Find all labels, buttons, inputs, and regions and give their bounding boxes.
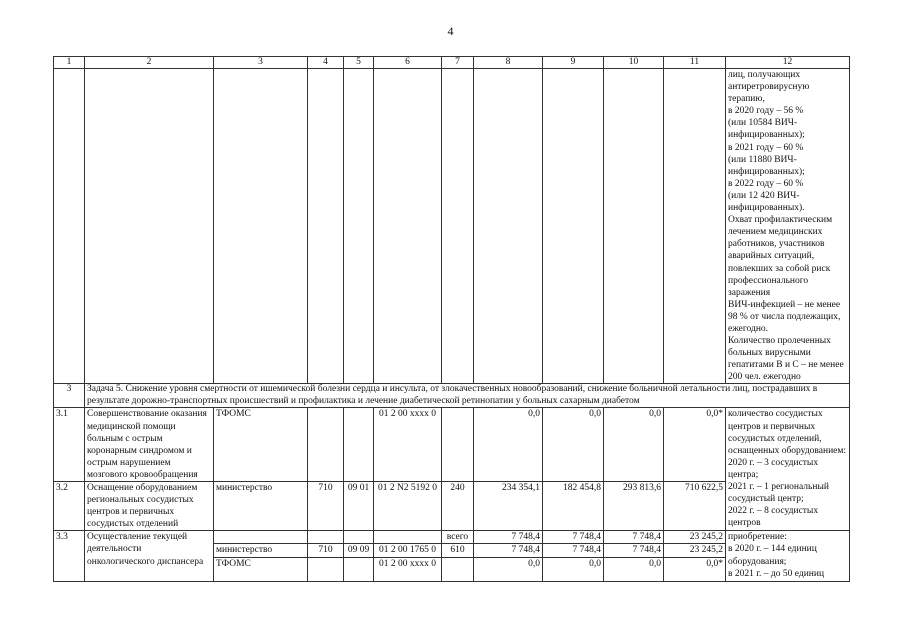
cell-rzpr: 09 09 — [344, 544, 374, 557]
cell-csr: 01 2 N2 5192 0 — [374, 482, 442, 531]
table-row-3-1 — [54, 408, 850, 482]
cell-2020: 0,0 — [474, 557, 543, 581]
cell-rzpr — [344, 531, 374, 544]
cell-vr: всего — [442, 531, 474, 544]
header-cell: 3 — [214, 57, 308, 69]
cell-rzpr: 09 01 — [344, 482, 374, 531]
cell-vr: 610 — [442, 544, 474, 557]
measure-name: Осуществление текущей деятельности онкологического диспансера — [85, 531, 214, 581]
cell-grbs: 710 — [308, 544, 344, 557]
row-number: 3.1 — [54, 408, 85, 482]
cell-2022: 7 748,4 — [604, 544, 664, 557]
cell-2020: 234 354,1 — [474, 482, 543, 531]
header-cell: 8 — [474, 57, 543, 69]
header-cell: 2 — [85, 57, 214, 69]
table-row-3-3 — [54, 531, 850, 544]
executor: министерство — [214, 482, 308, 531]
result-text: количество сосудистых центров и первичных сосудистых отделений, оснащенных оборудованием: 2020 г. – 3 сосудистых центра; 2021 г. – 1 региональный сосудистый центр; 2022 г. – 8 сосудистых центров — [726, 408, 850, 531]
cell-vr — [442, 557, 474, 581]
row-number: 3.2 — [54, 482, 85, 531]
cell-csr: 01 2 00 xxxx 0 — [374, 408, 442, 482]
cell-2022: 7 748,4 — [604, 531, 664, 544]
program-table — [53, 56, 850, 582]
cell-2020: 0,0 — [474, 408, 543, 482]
executor — [214, 531, 308, 544]
task-row — [54, 384, 850, 408]
executor: министерство — [214, 544, 308, 557]
continuation-row — [54, 69, 850, 384]
cell-grbs — [308, 408, 344, 482]
cell-2021: 0,0 — [543, 408, 604, 482]
executor: ТФОМС — [214, 557, 308, 581]
row-number: 3.3 — [54, 531, 85, 581]
cell-total: 23 245,2 — [664, 544, 726, 557]
header-cell: 9 — [543, 57, 604, 69]
cell-csr: 01 2 00 xxxx 0 — [374, 557, 442, 581]
header-cell: 11 — [664, 57, 726, 69]
header-row — [54, 57, 850, 69]
executor: ТФОМС — [214, 408, 308, 482]
cell-2021: 0,0 — [543, 557, 604, 581]
cell-2021: 7 748,4 — [543, 531, 604, 544]
cell-grbs: 710 — [308, 482, 344, 531]
cell-grbs — [308, 557, 344, 581]
cell-2020: 7 748,4 — [474, 544, 543, 557]
cell-2021: 182 454,8 — [543, 482, 604, 531]
header-cell: 5 — [344, 57, 374, 69]
cell-total: 0,0* — [664, 557, 726, 581]
header-cell: 7 — [442, 57, 474, 69]
header-cell: 10 — [604, 57, 664, 69]
result-text: приобретение: в 2020 г. – 144 единиц оборудования; в 2021 г. – до 50 единиц — [726, 531, 850, 581]
cell-2020: 7 748,4 — [474, 531, 543, 544]
cell-2022: 0,0 — [604, 557, 664, 581]
measure-name: Оснащение оборудованием региональных сосудистых центров и первичных сосудистых отделений — [85, 482, 214, 531]
measure-name: Совершенствование оказания медицинской помощи больным с острым коронарным синдромом и острым нарушением мозгового кровообращения — [85, 408, 214, 482]
cell-2022: 0,0 — [604, 408, 664, 482]
continuation-text: лиц, получающих антиретровирусную терапию, в 2020 году – 56 % (или 10584 ВИЧ- инфицированных); в 2021 году – 60 % (или 11880 ВИЧ- инфицированных); в 2022 году – 60 % (или 12 420 ВИЧ- инфицированных). Охват профилактическим лечением медицинских работников, участников аварийных ситуаций, повлекших за собой риск профессионального заражения ВИЧ-инфекцией – не менее 98 % от числа подлежащих, ежегодно. Количество пролеченных больных вирусными гепатитами В и С – не менее 200 чел. ежегодно — [726, 69, 850, 384]
page-number: 4 — [447, 24, 454, 38]
cell-grbs — [308, 531, 344, 544]
task-text: Задача 5. Снижение уровня смертности от ишемической болезни сердца и инсульта, от злокачественных новообразований, снижение больничной летальности лиц, пострадавших в результате дорожно-транспортных происшествий и профилактика и лечение диабетической ретинопатии у больных сахарным диабетом — [85, 384, 850, 408]
cell-csr — [374, 531, 442, 544]
task-number: 3 — [54, 384, 85, 408]
header-cell: 6 — [374, 57, 442, 69]
cell-total: 23 245,2 — [664, 531, 726, 544]
cell-2022: 293 813,6 — [604, 482, 664, 531]
cell-vr: 240 — [442, 482, 474, 531]
cell-2021: 7 748,4 — [543, 544, 604, 557]
cell-rzpr — [344, 408, 374, 482]
cell-total: 0,0* — [664, 408, 726, 482]
cell-rzpr — [344, 557, 374, 581]
cell-vr — [442, 408, 474, 482]
header-cell: 4 — [308, 57, 344, 69]
cell-total: 710 622,5 — [664, 482, 726, 531]
header-cell: 1 — [54, 57, 85, 69]
cell-csr: 01 2 00 1765 0 — [374, 544, 442, 557]
header-cell: 12 — [726, 57, 850, 69]
